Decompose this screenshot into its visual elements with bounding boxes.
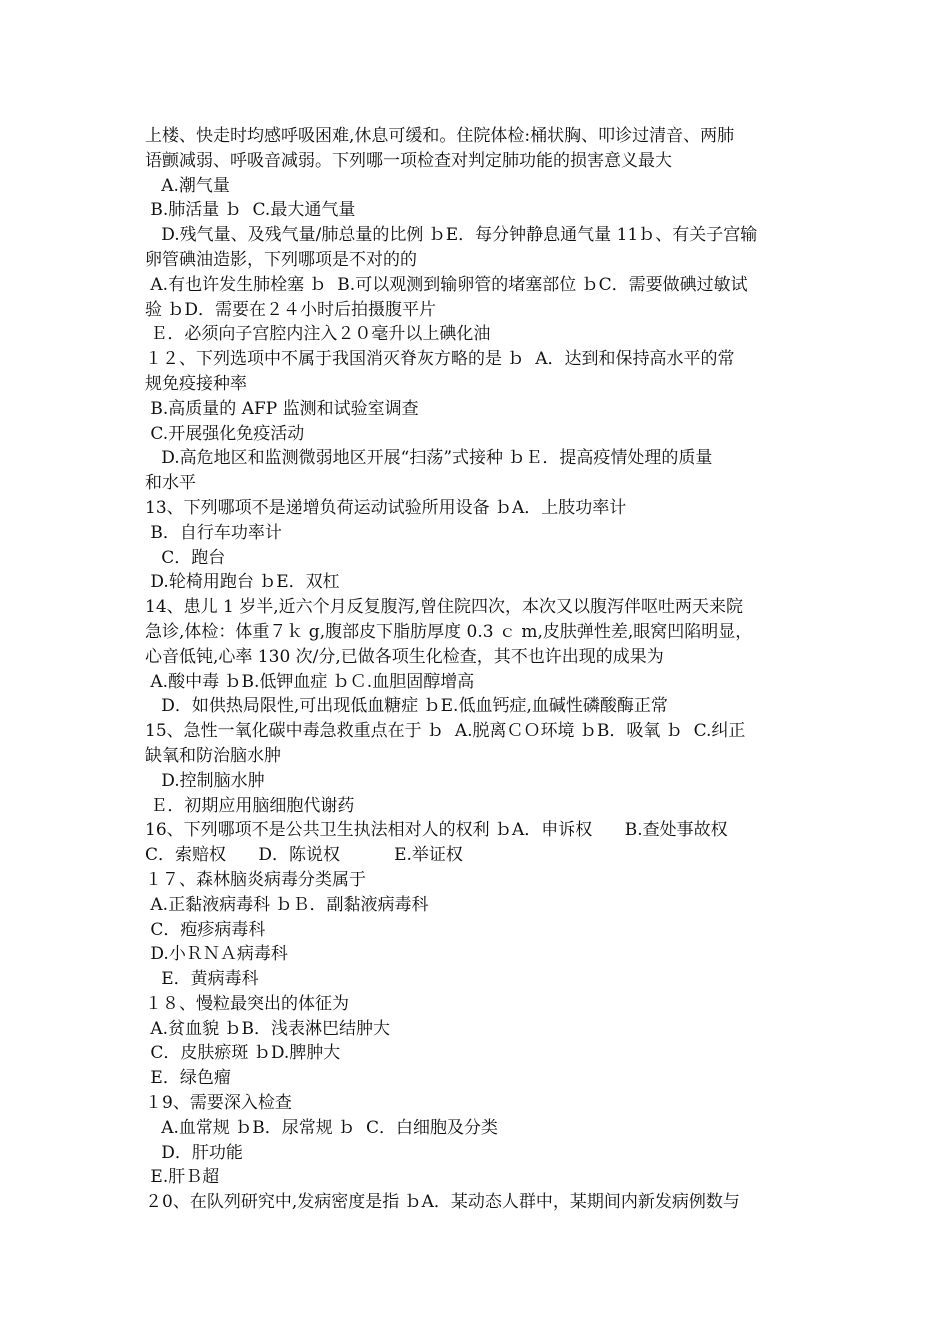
text-line: 规免疫接种率 xyxy=(145,373,247,394)
text-line: D．肝功能 xyxy=(145,1142,243,1163)
text-line: D.控制脑水肿 xyxy=(145,770,265,791)
text-line: A.酸中毒 ｂB.低钾血症 ｂＣ.血胆固醇增高 xyxy=(145,671,475,692)
text-line: D.残气量、及残气量/肺总量的比例 ｂE．每分钟静息通气量 11ｂ、有关子宫输 xyxy=(145,225,758,246)
text-line: B.高质量的 AFP 监测和试验室调查 xyxy=(145,398,419,419)
text-line: E．绿色瘤 xyxy=(145,1068,231,1089)
text-line: D.高危地区和监测微弱地区开展“扫荡”式接种 ｂＥ．提高疫情处理的质量 xyxy=(145,448,713,469)
text-line: D.轮椅用跑台 ｂE．双杠 xyxy=(145,572,340,593)
text-line: C.开展强化免疫活动 xyxy=(145,423,305,444)
text-line: Ｅ．必须向子宫腔内注入２０毫升以上碘化油 xyxy=(145,324,491,345)
text-line: ２0、在队列研究中,发病密度是指 ｂA．某动态人群中，某期间内新发病例数与 xyxy=(145,1192,740,1213)
text-line: A.有也许发生肺栓塞 ｂ B.可以观测到输卵管的堵塞部位 ｂC．需要做碘过敏试 xyxy=(145,274,748,295)
text-line: 上楼、快走时均感呼吸困难,休息可缓和。住院体检:桶状胸、叩诊过清音、两肺 xyxy=(145,126,735,146)
text-line: １２、下列选项中不属于我国消灭脊灰方略的是 ｂ A．达到和保持高水平的常 xyxy=(145,349,735,370)
text-line: E．黄病毒科 xyxy=(145,969,259,990)
text-line: A.血常规 ｂB．尿常规 ｂ C．白细胞及分类 xyxy=(145,1117,499,1138)
text-line: C．皮肤瘀斑 ｂD.脾肿大 xyxy=(145,1043,341,1064)
text-line: 13、下列哪项不是递增负荷运动试验所用设备 ｂA．上肢功率计 xyxy=(145,497,627,518)
text-line: D.小ＲＮＡ病毒科 xyxy=(145,944,288,965)
text-line: 卵管碘油造影，下列哪项是不对的的 xyxy=(145,249,417,270)
text-line: 验 ｂD．需要在２４小时后拍摄腹平片 xyxy=(145,299,437,320)
text-line: 语颤减弱、呼吸音减弱。下列哪一项检查对判定肺功能的损害意义最大 xyxy=(145,150,672,171)
text-line: B.肺活量 ｂ C.最大通气量 xyxy=(145,200,356,221)
text-line: Ｅ．初期应用脑细胞代谢药 xyxy=(145,795,355,816)
text-line: E.肝Ｂ超 xyxy=(145,1167,220,1188)
text-line: 15、急性一氧化碳中毒急救重点在于 ｂ A.脱离ＣＯ环境 ｂB．吸氧 ｂ C.纠正 xyxy=(145,721,746,742)
text-line: D．如供热局限性,可出现低血糖症 ｂE.低血钙症,血碱性磷酸酶正常 xyxy=(145,696,668,717)
text-line: 心音低钝,心率 130 次/分,已做各项生化检查，其不也许出现的成果为 xyxy=(145,646,664,667)
text-line: A.潮气量 xyxy=(145,175,230,196)
text-line: 14、患儿 1 岁半,近六个月反复腹泻,曾住院四次，本次又以腹泻伴呕吐两天来院 xyxy=(145,597,744,618)
text-line: １８、慢粒最突出的体征为 xyxy=(145,993,349,1014)
text-line: １７、森林脑炎病毒分类属于 xyxy=(145,869,366,890)
text-line: A.贫血貌 ｂB．浅表淋巴结肿大 xyxy=(145,1018,390,1039)
text-line: C．疱疹病毒科 xyxy=(145,919,266,940)
text-line: C．索赔权 D．陈说权 E.举证权 xyxy=(145,845,463,866)
text-line: 急诊,体检：体重７ｋ g,腹部皮下脂肪厚度 0.3 ｃ m,皮肤弹性差,眼窝凹陷明显， xyxy=(145,621,753,642)
text-line: 16、下列哪项不是公共卫生执法相对人的权利 ｂA．申诉权 B.查处事故权 xyxy=(145,820,728,841)
text-line: B．自行车功率计 xyxy=(145,522,282,543)
text-line: A.正黏液病毒科 ｂＢ．副黏液病毒科 xyxy=(145,894,429,915)
text-line: 和水平 xyxy=(145,473,196,494)
document-body xyxy=(145,124,815,1215)
text-line: １9、需要深入检查 xyxy=(145,1093,292,1114)
text-line: C．跑台 xyxy=(145,547,226,568)
text-line: 缺氧和防治脑水肿 xyxy=(145,745,281,766)
